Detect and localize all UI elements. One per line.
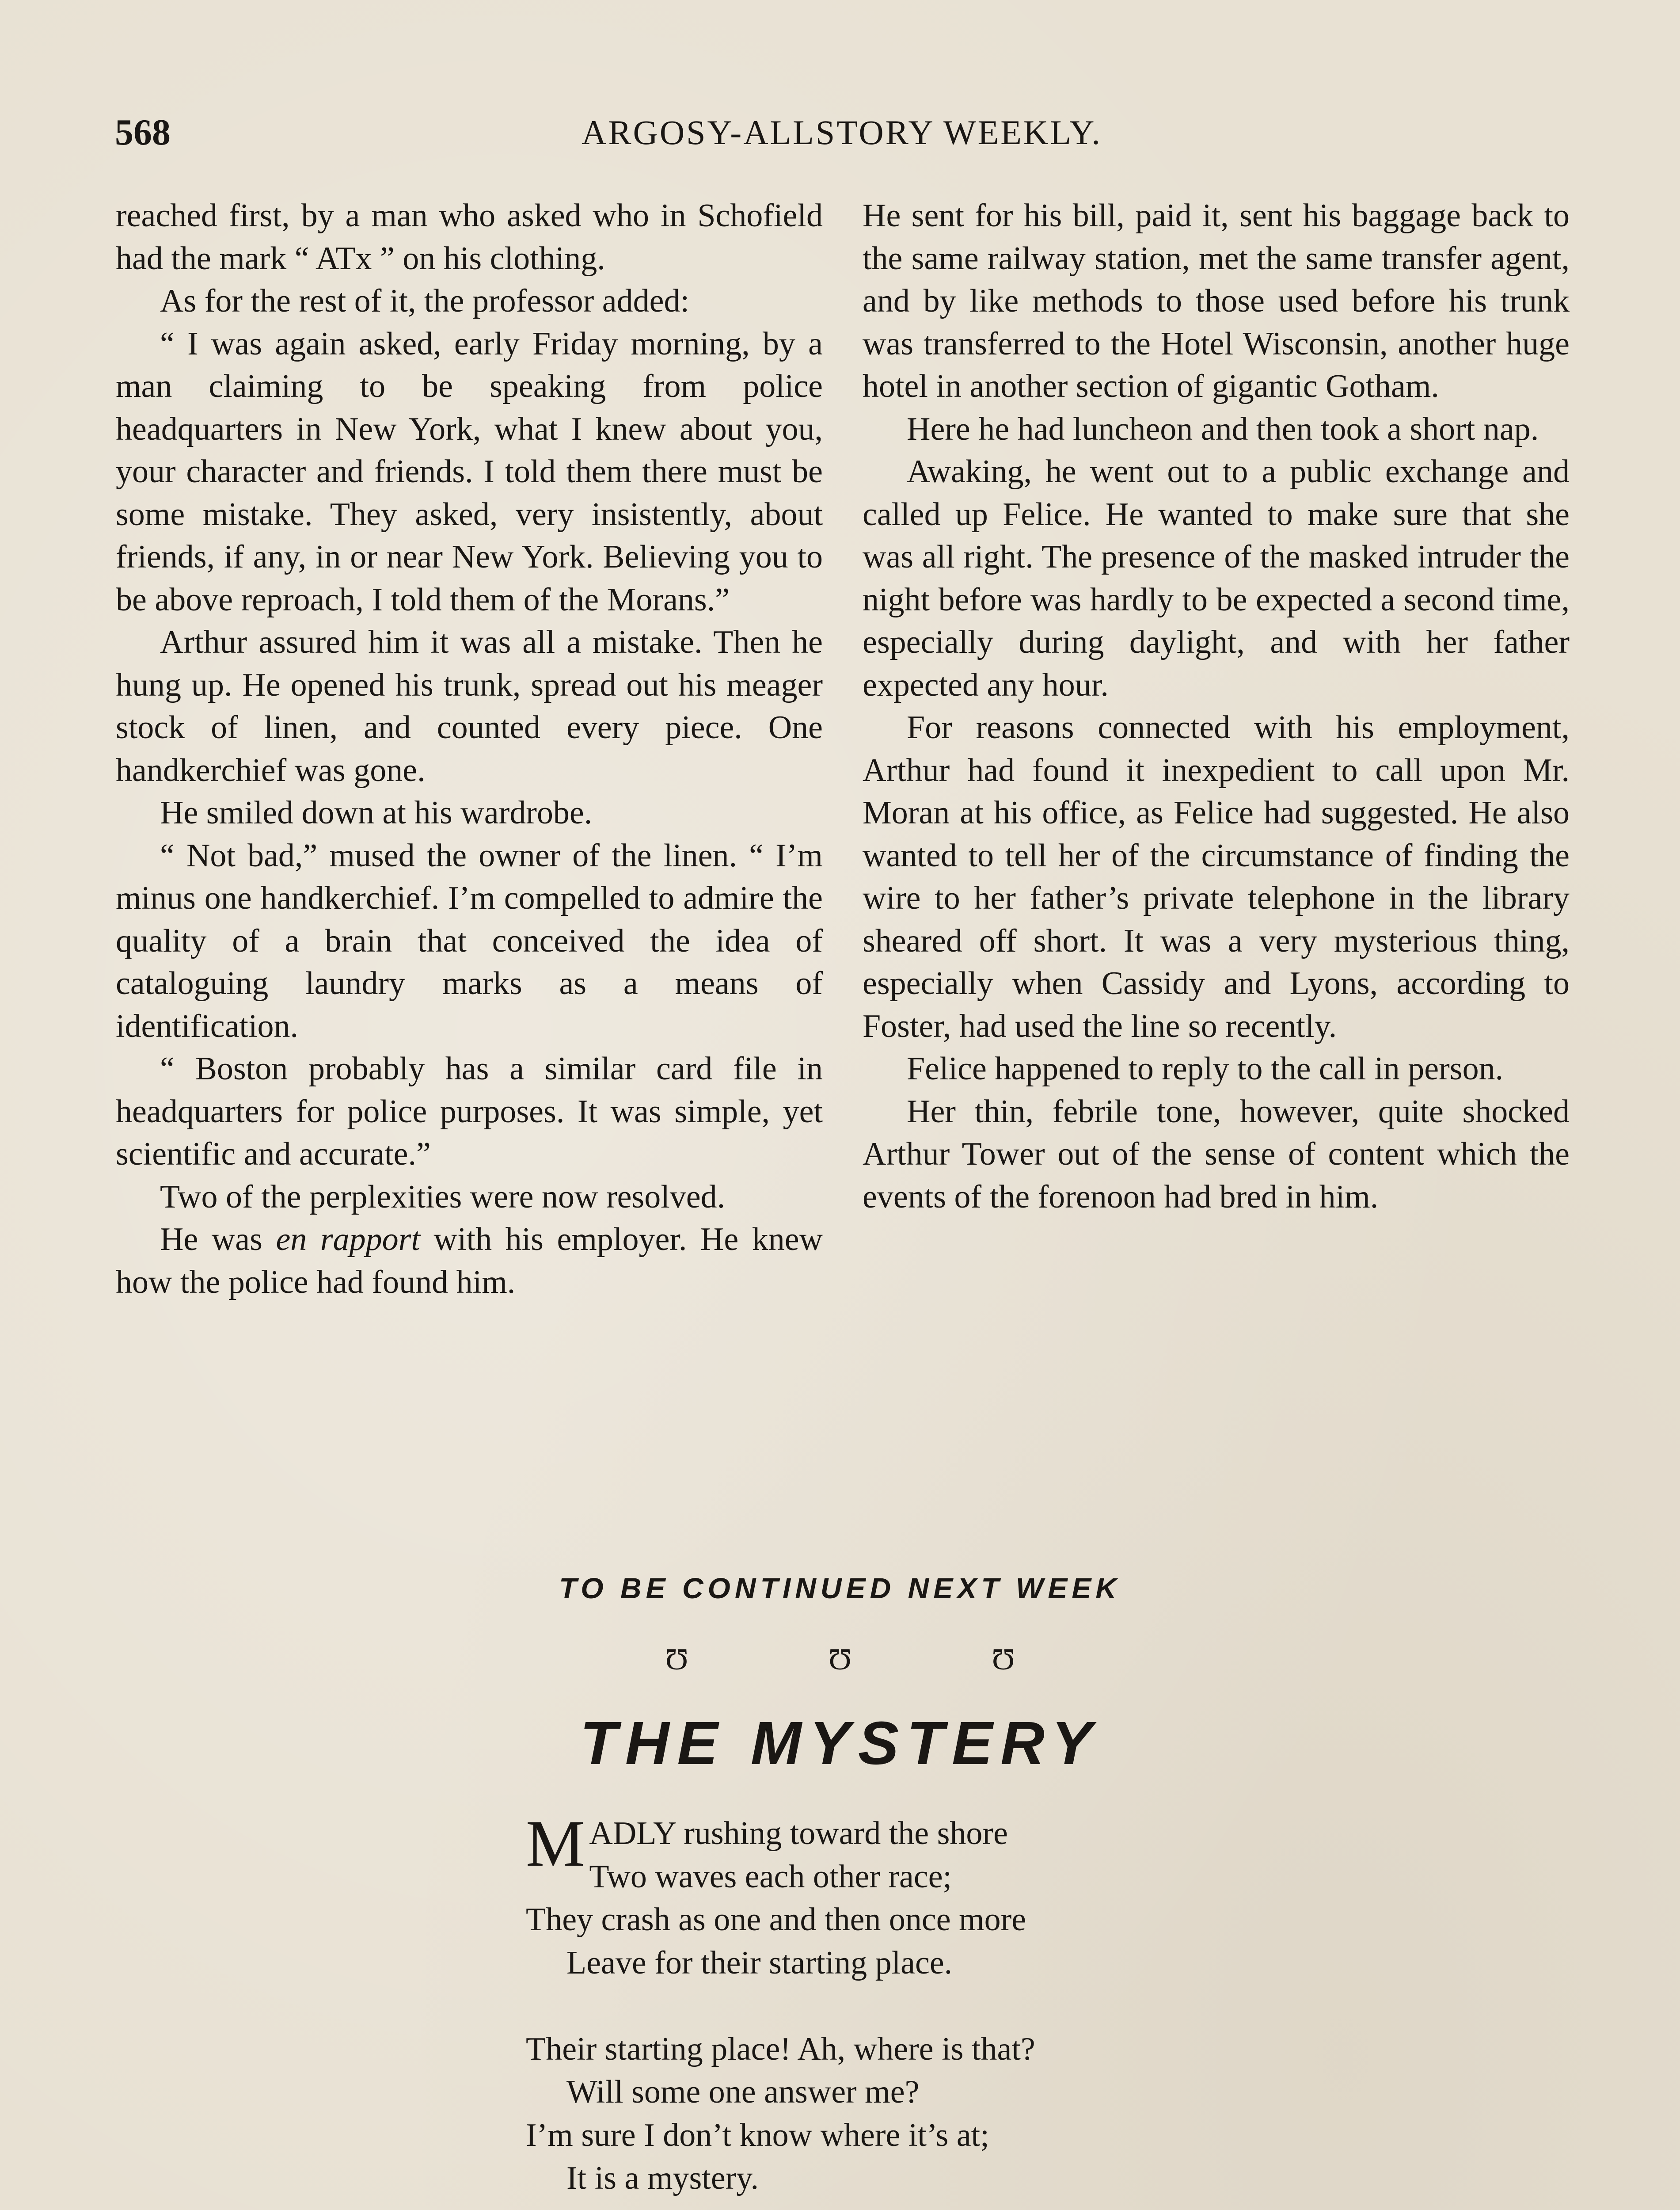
poem-stanza: [526, 2028, 1365, 2200]
page-header: [115, 108, 1569, 161]
drop-cap: M: [526, 1807, 585, 1880]
paragraph: For reasons connected with his employment, Arthur had found it inexpedient to call upon Mr. Moran at his office, as Felice had suggested. He also wanted to tell her of the circumstance of finding the wire to her father’s private telephone in the library sheared off short. It was a very mysterious thing, especially when Cassidy and Lyons, according to Foster, had used the line so recently.: [863, 709, 1570, 1044]
continued-notice: TO BE CONTINUED NEXT WEEK: [559, 1572, 1121, 1604]
ornament-icon: Ʊ: [828, 1642, 852, 1677]
paragraph: “ I was again asked, early Friday morning, by a man claiming to be speaking from police headquarters in New York, what I knew about you, your character and friends. I told them there must be some mistake. They asked, very insistently, about friends, if any, in or near New York. Believing you to be above reproach, I told them of the Morans.”: [116, 325, 823, 618]
paragraph: He smiled down at his wardrobe.: [160, 795, 593, 831]
section-divider: [0, 1642, 1680, 1677]
text-run: with his employer. He knew how the police had found him.: [116, 1221, 823, 1300]
poem: [526, 1807, 1365, 2210]
paragraph: Awaking, he went out to a public exchange and called up Felice. He wanted to make sure that she was all right. The presence of the masked intruder the night before was hardly to be expected a second time, especially during daylight, and with her father expected any hour.: [863, 453, 1570, 703]
paragraph: “ Not bad,” mused the owner of the linen. “ I’m minus one handkerchief. I’m compelled to admire the quality of a brain that conceived the idea of cataloguing laundry marks as a means of identification.: [116, 837, 823, 1044]
paragraph: [116, 1218, 823, 1303]
running-title: ARGOSY-ALLSTORY WEEKLY.: [582, 113, 1102, 152]
paragraph: “ Boston probably has a similar card file in headquarters for police purposes. It was simple, yet scientific and accurate.”: [116, 1051, 823, 1172]
paragraph: Two of the perplexities were now resolved.: [160, 1178, 726, 1215]
paragraph: He sent for his bill, paid it, sent his baggage back to the same railway station, met the same transfer agent, and by like methods to those used before his trunk was transferred to the Hotel Wisconsin, another huge hotel in another section of gigantic Gotham.: [863, 198, 1570, 404]
right-text-column: [863, 194, 1570, 1218]
paragraph: Her thin, febrile tone, however, quite shocked Arthur Tower out of the sense of content which the events of the forenoon had bred in him.: [863, 1093, 1570, 1215]
poem-line: They crash as one and then once more: [526, 1901, 1026, 1938]
poem-stanza: [526, 1807, 1365, 1985]
poem-line: Two waves each other race;: [589, 1858, 952, 1895]
poem-line: Their starting place! Ah, where is that?: [526, 2031, 1035, 2067]
page-number: 568: [115, 112, 171, 153]
poem-line: It is a mystery.: [566, 2160, 759, 2196]
left-text-column: [116, 194, 823, 1303]
paragraph: Here he had luncheon and then took a short nap.: [907, 411, 1539, 447]
paragraph: reached first, by a man who asked who in Schofield had the mark “ ATx ” on his clothing.: [116, 198, 823, 277]
paragraph: Felice happened to reply to the call in person.: [907, 1051, 1504, 1087]
italic-phrase: en rapport: [276, 1221, 420, 1257]
ornament-icon: Ʊ: [665, 1642, 688, 1677]
paragraph: As for the rest of it, the professor added:: [160, 283, 690, 319]
poem-line: Will some one answer me?: [566, 2074, 920, 2110]
poem-line-text: ADLY rushing toward the shore: [589, 1815, 1008, 1852]
paragraph: Arthur assured him it was all a mistake. Then he hung up. He opened his trunk, spread out his meager stock of linen, and counted every piece. One handkerchief was gone.: [116, 624, 823, 789]
poem-line: Leave for their starting place.: [566, 1944, 953, 1981]
poem-line: I’m sure I don’t know where it’s at;: [526, 2117, 989, 2153]
poem-title: THE MYSTERY: [580, 1709, 1100, 1777]
ornament-icon: Ʊ: [992, 1642, 1015, 1677]
text-run: He was: [160, 1221, 276, 1257]
